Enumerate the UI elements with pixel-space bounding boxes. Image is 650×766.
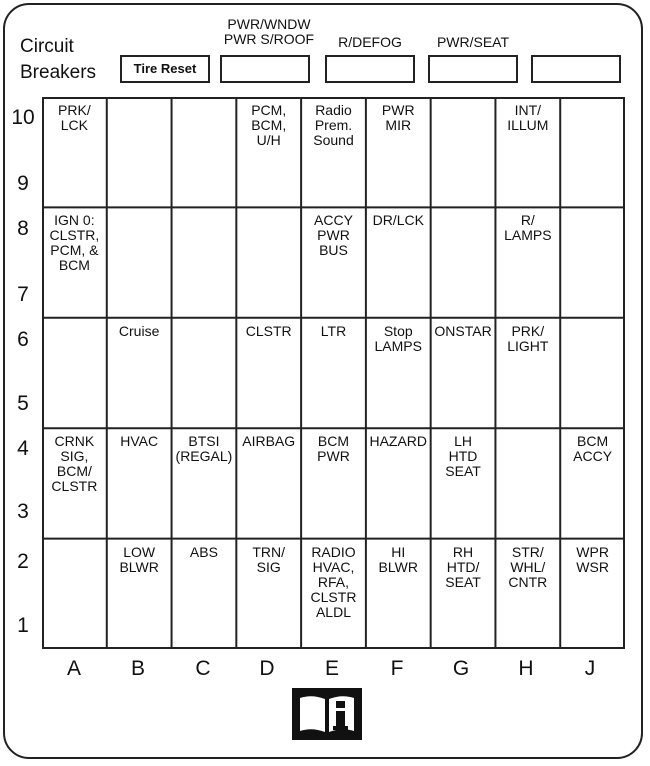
- fuse-cell-j-2: [560, 207, 625, 317]
- circuit-breakers-label-line2: Breakers: [20, 62, 97, 83]
- fuse-cell-e-2: ACCY PWR BUS: [314, 212, 353, 259]
- fuse-cell-f-5: HI BLWR: [378, 543, 418, 575]
- fuse-cell-j-4: BCM ACCY: [573, 433, 613, 465]
- column-letter-e: E: [324, 657, 339, 680]
- fuse-cell-f-3: Stop LAMPS: [374, 322, 422, 354]
- fuse-cell-h-4: [495, 428, 560, 538]
- breaker-4-box: [428, 55, 518, 83]
- column-letter-d: D: [259, 657, 275, 680]
- circuit-breakers-label-line1: Circuit: [20, 36, 74, 57]
- fuse-cell-b-2: [107, 207, 172, 317]
- column-letter-f: F: [390, 657, 404, 680]
- fuse-cell-g-5: RH HTD/ SEAT: [445, 543, 481, 590]
- fuse-cell-d-4: AIRBAG: [242, 433, 296, 450]
- row-number-6: 6: [17, 328, 29, 351]
- fuse-cell-e-3: LTR: [320, 322, 347, 339]
- fuse-cell-b-1: [107, 97, 172, 207]
- fuse-cell-a-2: IGN 0: CLSTR, PCM, & BCM: [49, 212, 100, 274]
- fuse-cell-h-2: R/ LAMPS: [504, 212, 552, 244]
- row-number-5: 5: [17, 392, 29, 415]
- fuse-cell-c-4: BTSI (REGAL): [175, 433, 233, 465]
- breaker-1-label: Tire Reset: [133, 61, 197, 76]
- row-number-3: 3: [17, 500, 29, 523]
- fuse-cell-j-5: WPR WSR: [576, 543, 609, 575]
- fuse-cell-g-3: ONSTAR: [434, 322, 492, 339]
- fuse-cell-h-3: PRK/ LIGHT: [507, 322, 549, 354]
- fuse-cell-e-4: BCM PWR: [317, 433, 350, 465]
- fuse-cell-g-1: [431, 97, 496, 207]
- fuse-grid: [42, 97, 625, 649]
- fuse-cell-f-4: HAZARD: [369, 433, 428, 450]
- fuse-cell-h-1: INT/ ILLUM: [507, 102, 549, 133]
- fuse-cell-b-3: Cruise: [118, 322, 160, 339]
- fuse-cell-b-4: HVAC: [120, 433, 159, 450]
- fuse-cell-g-2: [431, 207, 496, 317]
- fuse-cell-e-5: RADIO HVAC, RFA, CLSTR ALDL: [310, 543, 357, 620]
- fuse-cell-f-2: DR/LCK: [372, 212, 424, 229]
- fuse-cell-d-3: CLSTR: [245, 322, 292, 339]
- breaker-5-box: [531, 55, 621, 83]
- fuse-cell-c-2: [172, 207, 237, 317]
- row-number-9: 9: [17, 172, 29, 195]
- breaker-1-box: [120, 55, 210, 83]
- row-number-2: 2: [17, 550, 29, 573]
- fuse-cell-h-5: STR/ WHL/ CNTR: [508, 543, 548, 590]
- row-number-8: 8: [17, 217, 29, 240]
- fuse-cell-e-1: Radio Prem. Sound: [313, 102, 354, 148]
- fuse-cell-f-1: PWR MIR: [381, 102, 415, 133]
- column-letter-b: B: [130, 657, 145, 680]
- breaker-4-title: PWR/SEAT: [436, 34, 510, 50]
- fuse-cell-d-1: PCM, BCM, U/H: [251, 102, 287, 148]
- fuse-cell-c-1: [172, 97, 237, 207]
- fuse-cell-a-5: [42, 539, 107, 649]
- breaker-2-box: [220, 55, 310, 83]
- row-number-1: 1: [17, 614, 29, 637]
- circuit-breakers-label: [20, 34, 96, 86]
- fuse-cell-d-2: [236, 207, 301, 317]
- breaker-3-title: R/DEFOG: [338, 34, 402, 50]
- breaker-2-title: PWR/WNDW PWR S/ROOF: [223, 16, 315, 47]
- row-number-4: 4: [17, 437, 29, 460]
- fuse-cell-d-5: TRN/ SIG: [252, 543, 286, 575]
- fuse-cell-c-5: ABS: [189, 543, 218, 560]
- column-letter-c: C: [195, 657, 211, 680]
- row-number-7: 7: [17, 283, 29, 306]
- fuse-cell-b-5: LOW BLWR: [119, 543, 159, 575]
- fuse-cell-c-3: [172, 318, 237, 428]
- row-number-10: 10: [11, 106, 35, 129]
- fuse-cell-g-4: LH HTD SEAT: [445, 433, 481, 480]
- fuse-cell-j-1: [560, 97, 625, 207]
- fuse-cell-a-1: PRK/ LCK: [58, 102, 91, 133]
- column-letter-a: A: [66, 657, 81, 680]
- column-letter-j: J: [584, 657, 596, 680]
- fuse-cell-j-3: [560, 318, 625, 428]
- fuse-cell-a-4: CRNK SIG, BCM/ CLSTR: [51, 433, 98, 495]
- breaker-3-box: [325, 55, 415, 83]
- owner-manual-info-icon: [292, 686, 362, 742]
- column-letter-g: G: [452, 657, 470, 680]
- column-letter-h: H: [518, 657, 534, 680]
- fuse-cell-a-3: [42, 318, 107, 428]
